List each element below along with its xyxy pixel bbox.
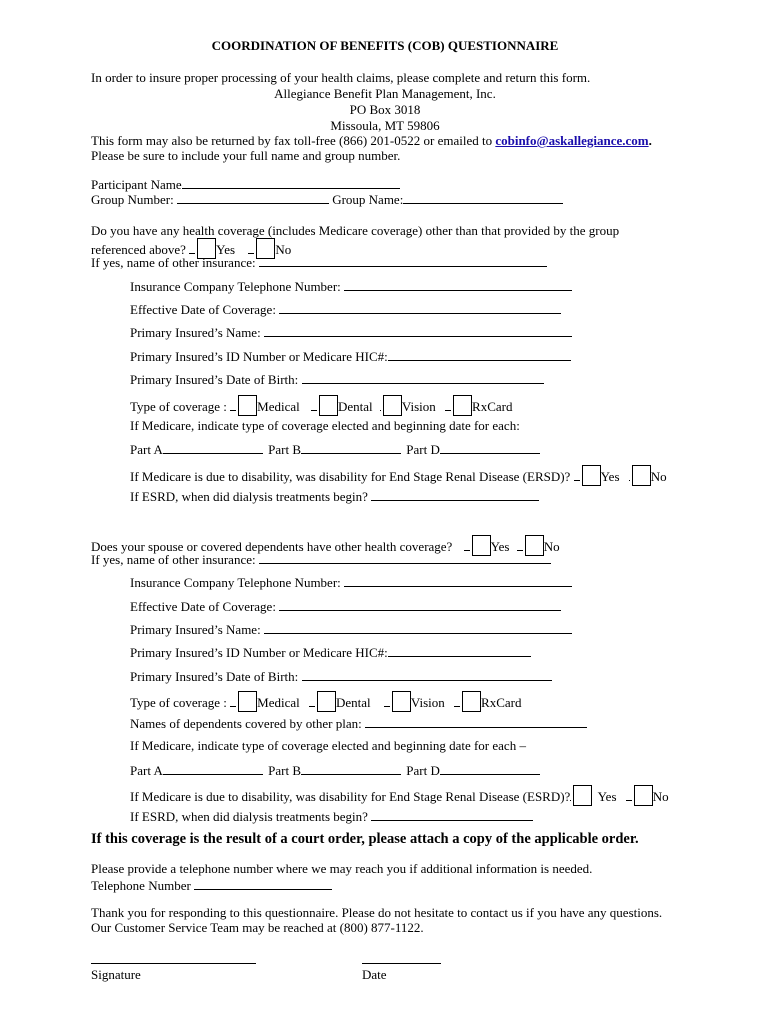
s1-phone-label: Insurance Company Telephone Number: — [130, 279, 341, 294]
s1-vision-checkbox[interactable] — [380, 395, 402, 416]
s1-question-line1: Do you have any health coverage (includes Medicare coverage) other than that provided by the group — [91, 223, 620, 238]
city-address: Missoula, MT 59806 — [330, 118, 440, 133]
s1-esrd-yes-checkbox[interactable] — [574, 465, 601, 486]
s1-primary-id-label: Primary Insured’s ID Number or Medicare HIC#: — [130, 349, 388, 364]
s1-primary-id-row — [130, 348, 571, 364]
s1-primary-name-field[interactable] — [264, 324, 572, 337]
s2-primary-dob-field[interactable] — [302, 668, 552, 681]
s1-effective-label: Effective Date of Coverage: — [130, 302, 276, 317]
participant-name-row — [91, 176, 400, 192]
form-title: COORDINATION OF BENEFITS (COB) QUESTIONNAIRE — [211, 38, 559, 53]
s1-primary-dob-label: Primary Insured’s Date of Birth: — [130, 372, 299, 387]
s2-primary-name-row — [130, 621, 572, 637]
s2-phone-field[interactable] — [344, 574, 572, 587]
s1-primary-name-label: Primary Insured’s Name: — [130, 325, 261, 340]
s2-question-text: Does your spouse or covered dependents have other health coverage? — [91, 539, 453, 554]
s2-primary-name-label: Primary Insured’s Name: — [130, 622, 261, 637]
s2-effective-row — [130, 598, 561, 614]
period: . — [648, 133, 652, 148]
s2-medical-label: Medical — [257, 695, 300, 710]
include-note: Please be sure to include your full name and group number. — [91, 148, 401, 163]
s2-vision-label: Vision — [410, 695, 445, 710]
s2-part-d-field[interactable] — [440, 762, 540, 775]
s1-part-d-field[interactable] — [440, 441, 540, 454]
s1-esrd-row — [130, 465, 667, 486]
s2-coverage-type-row — [130, 691, 522, 712]
s2-vision-checkbox[interactable] — [384, 691, 411, 712]
s2-part-a-field[interactable] — [163, 762, 263, 775]
s2-other-ins-row — [91, 551, 551, 567]
signature-line[interactable] — [91, 963, 256, 964]
s1-effective-field[interactable] — [279, 301, 561, 314]
s2-effective-field[interactable] — [279, 598, 561, 611]
telephone-request: Please provide a telephone number where we may reach you if additional information is needed. — [91, 861, 593, 876]
s1-primary-dob-field[interactable] — [302, 371, 544, 384]
s2-other-ins-field[interactable] — [259, 551, 551, 564]
s2-effective-label: Effective Date of Coverage: — [130, 599, 276, 614]
s2-phone-label: Insurance Company Telephone Number: — [130, 575, 341, 590]
s2-primary-id-row — [130, 644, 531, 660]
s2-dialysis-row — [130, 808, 533, 824]
group-name-field[interactable] — [403, 191, 563, 204]
s1-phone-field[interactable] — [344, 278, 572, 291]
s1-dialysis-row — [130, 488, 539, 504]
s1-esrd-question: If Medicare is due to disability, was disability for End Stage Renal Disease (ERSD)? — [130, 469, 571, 484]
s1-effective-row — [130, 301, 561, 317]
s2-part-d-label: Part D — [406, 763, 440, 778]
s2-phone-row — [130, 574, 572, 590]
s2-primary-name-field[interactable] — [264, 621, 572, 634]
s2-dialysis-label: If ESRD, when did dialysis treatments begin? — [130, 809, 368, 824]
s1-vision-label: Vision — [401, 399, 436, 414]
s1-medicare-type: If Medicare, indicate type of coverage elected and beginning date for each: — [130, 418, 520, 433]
s2-primary-id-field[interactable] — [388, 644, 531, 657]
telephone-label: Telephone Number — [91, 878, 191, 893]
s2-primary-dob-label: Primary Insured’s Date of Birth: — [130, 669, 299, 684]
s2-esrd-no-label: No — [652, 789, 669, 804]
s2-dependents-field[interactable] — [365, 715, 587, 728]
s2-dental-label: Dental — [336, 695, 371, 710]
s1-esrd-no-checkbox[interactable] — [629, 465, 651, 486]
s1-primary-dob-row — [130, 371, 544, 387]
s2-no-label: No — [543, 539, 560, 554]
s2-rxcard-label: RxCard — [481, 695, 522, 710]
telephone-row — [91, 877, 332, 893]
s1-other-ins-row — [91, 254, 547, 270]
s2-part-a-label: Part A — [130, 763, 163, 778]
group-number-label: Group Number: — [91, 192, 174, 207]
s1-yes-label: Yes — [216, 242, 236, 257]
s2-esrd-yes-checkbox[interactable] — [570, 785, 592, 806]
s2-medicare-type: If Medicare, indicate type of coverage elected and beginning date for each – — [130, 738, 526, 753]
s2-yes-label: Yes — [490, 539, 510, 554]
s2-part-b-label: Part B — [268, 763, 301, 778]
intro-line: In order to insure proper processing of your health claims, please complete and return this form. — [91, 70, 591, 85]
s1-medical-checkbox[interactable] — [230, 395, 257, 416]
s1-coverage-type-row — [130, 395, 513, 416]
telephone-field[interactable] — [194, 877, 332, 890]
s2-dialysis-field[interactable] — [371, 808, 533, 821]
s1-dialysis-label: If ESRD, when did dialysis treatments begin? — [130, 489, 368, 504]
s2-dental-checkbox[interactable] — [309, 691, 336, 712]
s1-type-label: Type of coverage : — [130, 399, 227, 414]
s1-rxcard-checkbox[interactable] — [445, 395, 472, 416]
s1-other-ins-field[interactable] — [259, 254, 547, 267]
s1-no-label: No — [275, 242, 292, 257]
po-box: PO Box 3018 — [349, 102, 421, 117]
s2-parts-row — [130, 762, 540, 778]
s1-part-b-label: Part B — [268, 442, 301, 457]
thanks-line2: Our Customer Service Team may be reached at (800) 877-1122. — [91, 920, 424, 935]
s1-primary-id-field[interactable] — [388, 348, 571, 361]
fax-email-line — [91, 133, 652, 148]
date-label: Date — [362, 967, 387, 982]
s2-esrd-question: If Medicare is due to disability, was disability for End Stage Renal Disease (ESRD)? — [130, 789, 571, 804]
s1-primary-name-row — [130, 324, 572, 340]
s1-medical-label: Medical — [257, 399, 300, 414]
group-name-label: Group Name: — [332, 192, 404, 207]
s2-dependents-label: Names of dependents covered by other plan: — [130, 716, 362, 731]
participant-name-label: Participant Name — [91, 177, 182, 192]
s2-other-ins-label: If yes, name of other insurance: — [91, 552, 256, 567]
fax-text: This form may also be returned by fax toll-free (866) 201-0522 or emailed to — [91, 133, 493, 148]
s1-esrd-no-label: No — [650, 469, 667, 484]
s1-part-a-field[interactable] — [163, 441, 263, 454]
s2-rxcard-checkbox[interactable] — [454, 691, 481, 712]
thanks-line1: Thank you for responding to this questionnaire. Please do not hesitate to contact us if you have any questions. — [91, 905, 663, 920]
s1-other-ins-label: If yes, name of other insurance: — [91, 255, 256, 270]
s1-part-b-field[interactable] — [301, 441, 401, 454]
s1-part-d-label: Part D — [406, 442, 440, 457]
s2-esrd-no-checkbox[interactable] — [626, 785, 653, 806]
s1-phone-row — [130, 278, 572, 294]
s2-esrd-yes-label: Yes — [597, 789, 617, 804]
s1-dental-checkbox[interactable] — [311, 395, 338, 416]
date-line[interactable] — [362, 963, 441, 964]
s1-dialysis-field[interactable] — [371, 488, 539, 501]
s2-primary-dob-row — [130, 668, 552, 684]
s2-part-b-field[interactable] — [301, 762, 401, 775]
s2-dependents-row — [130, 715, 587, 731]
s1-rxcard-label: RxCard — [472, 399, 513, 414]
signature-label: Signature — [91, 967, 141, 982]
s2-primary-id-label: Primary Insured’s ID Number or Medicare HIC#: — [130, 645, 388, 660]
s1-part-a-label: Part A — [130, 442, 163, 457]
s1-dental-label: Dental — [338, 399, 373, 414]
s2-esrd-row — [130, 785, 669, 806]
participant-name-field[interactable] — [182, 176, 400, 189]
court-order-note: If this coverage is the result of a court order, please attach a copy of the applicable order. — [91, 831, 639, 847]
group-row — [91, 191, 563, 207]
s2-type-label: Type of coverage : — [130, 695, 227, 710]
email-link[interactable]: cobinfo@askallegiance.com — [495, 133, 649, 148]
company-name: Allegiance Benefit Plan Management, Inc. — [274, 86, 496, 101]
s1-parts-row — [130, 441, 540, 457]
s1-esrd-yes-label: Yes — [600, 469, 620, 484]
group-number-field[interactable] — [177, 191, 329, 204]
s1-question-text: referenced above? — [91, 242, 186, 257]
s2-medical-checkbox[interactable] — [230, 691, 257, 712]
